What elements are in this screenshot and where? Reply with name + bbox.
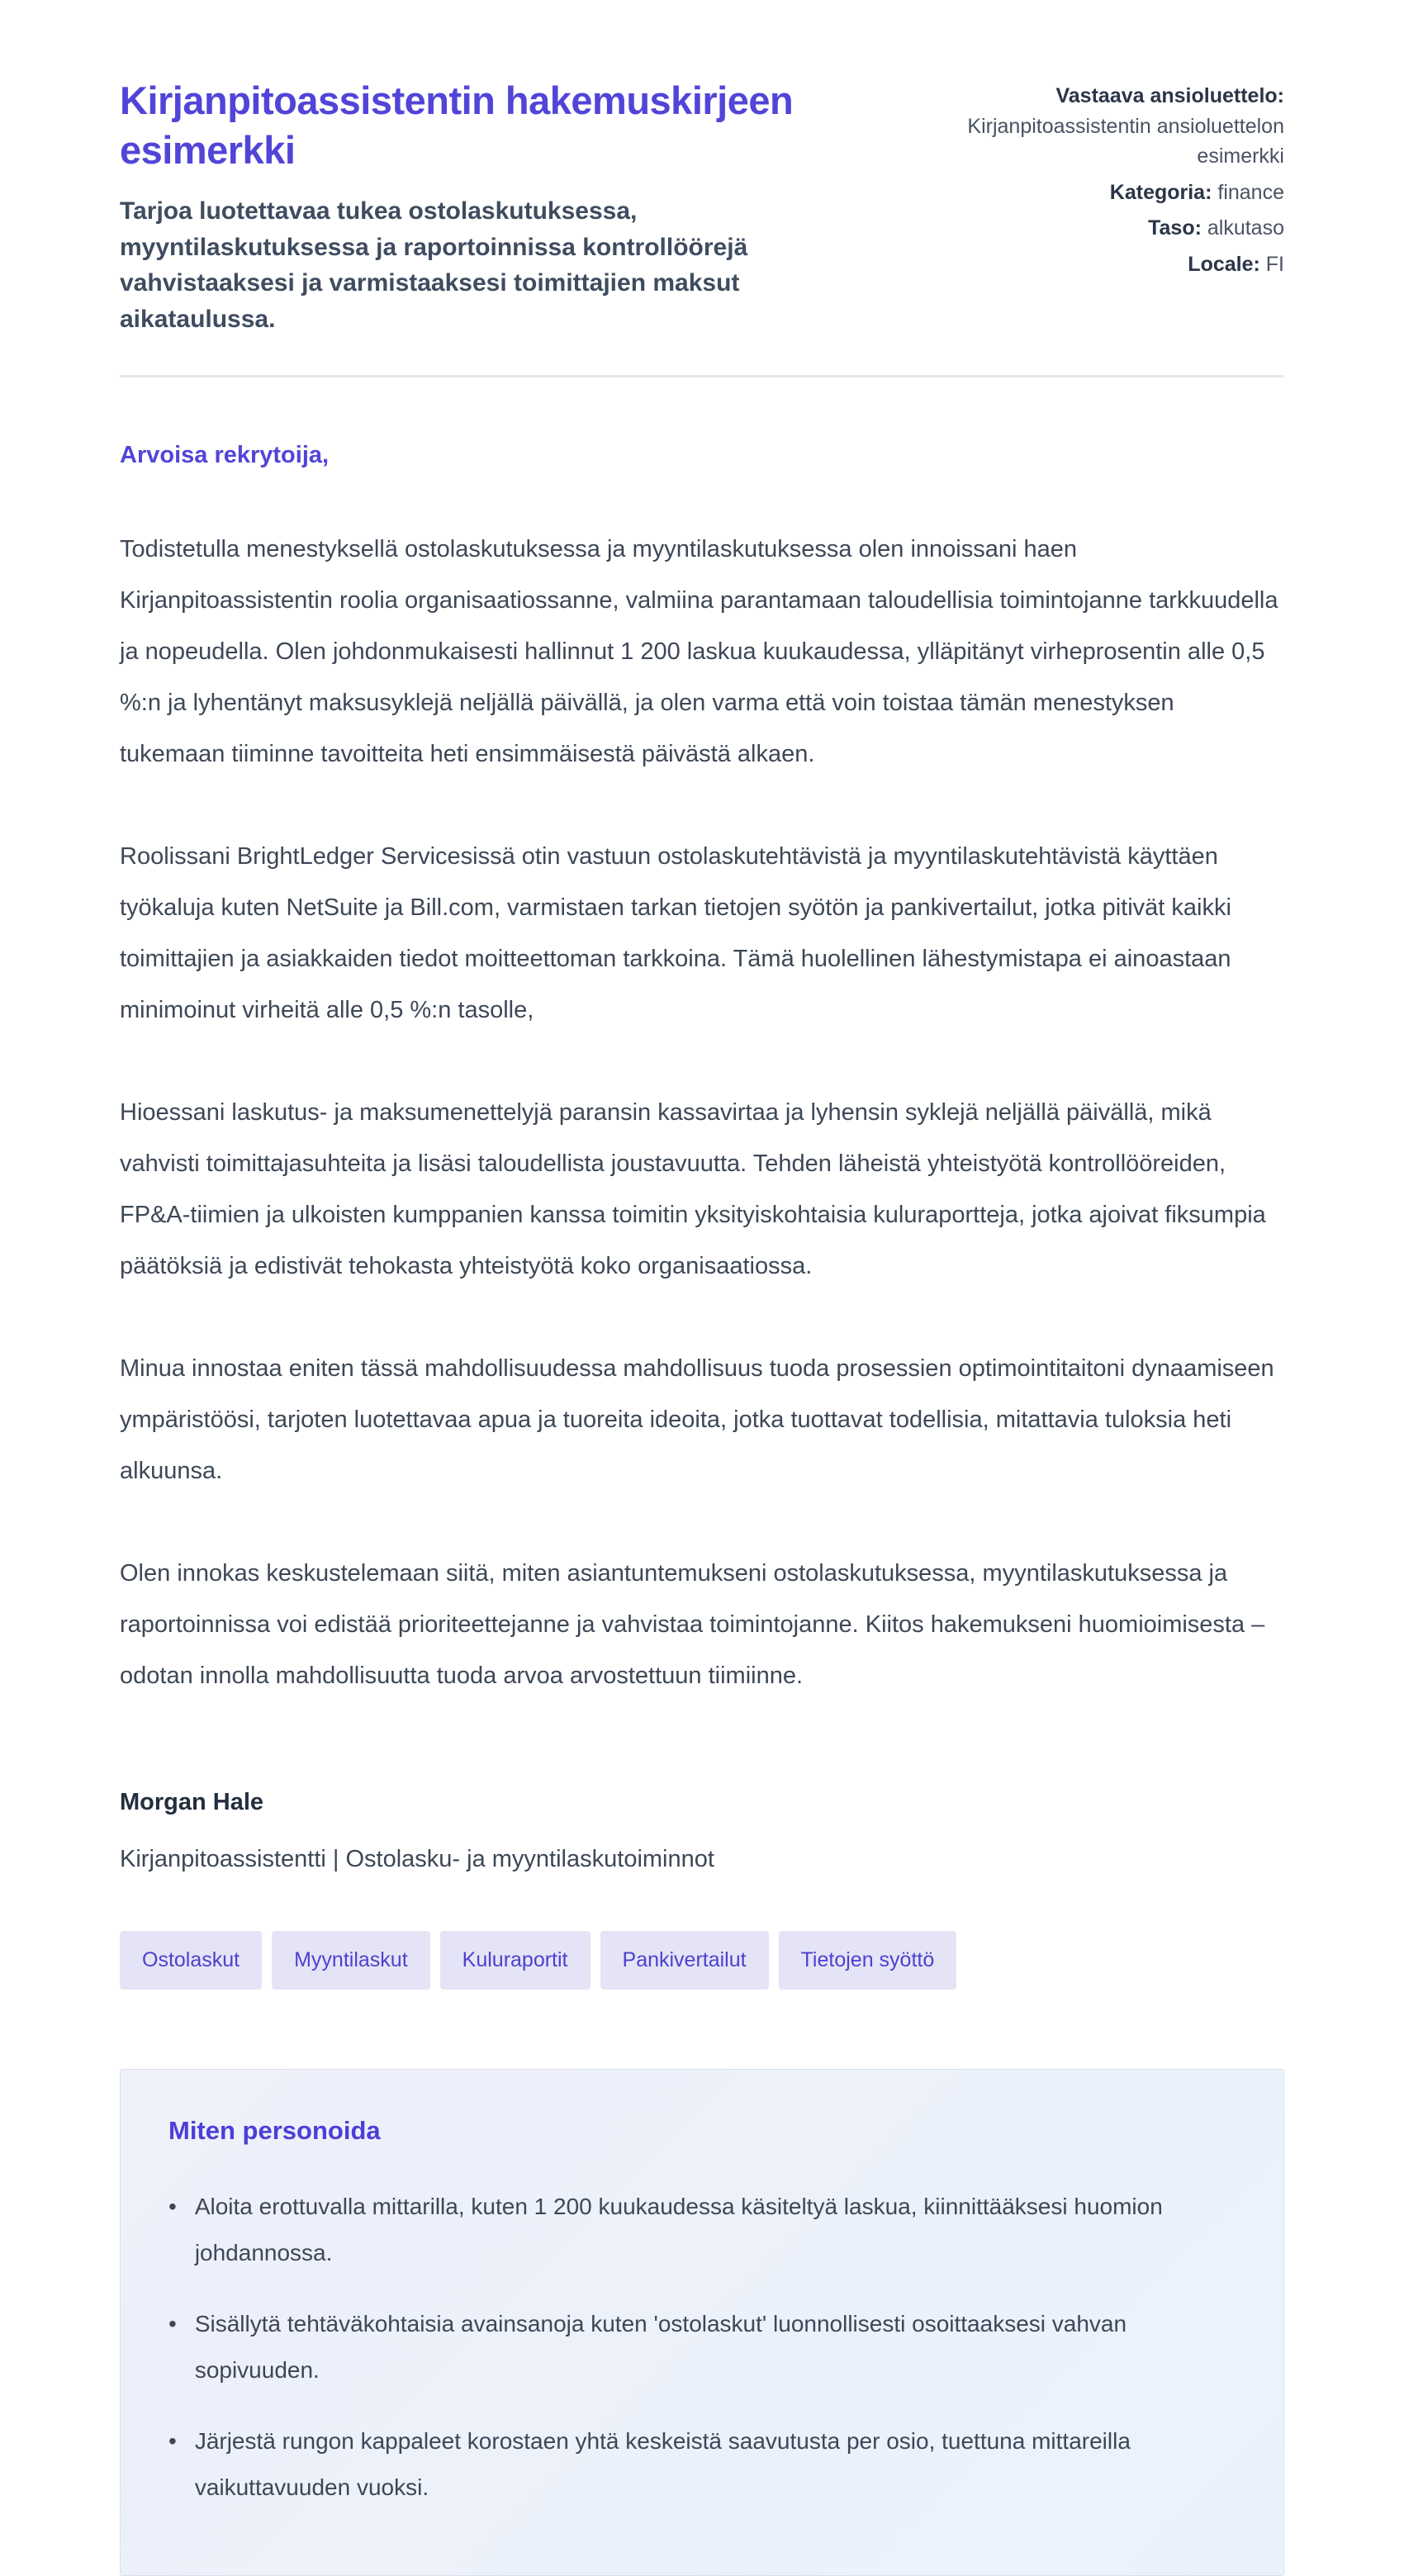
letter-greeting: Arvoisa rekrytoija, <box>120 442 330 469</box>
tag-chip-pankivertailut[interactable]: Pankivertailut <box>600 1931 769 1990</box>
callout-bullet-text: Aloita erottuvalla mittarilla, kuten 1 200 kuukaudessa käsiteltyä laskua, kiinnittääksesi huomion johdannossa. <box>194 2194 1163 2266</box>
callout-bullet <box>168 2418 1226 2511</box>
signature-role: Kirjanpitoassistentti | Ostolasku- ja myyntilaskutoiminnot <box>120 1846 714 1873</box>
callout-bullet-text: Järjestä rungon kappaleet korostaen yhtä keskeistä saavutusta per osio, tuettuna mittareilla vaikuttavuuden vuoksi. <box>194 2428 1131 2501</box>
meta-level-label: Taso: <box>1148 216 1202 240</box>
meta-locale-label: Locale: <box>1188 252 1260 276</box>
meta-resume <box>929 81 1284 172</box>
cover-letter-body <box>120 442 1284 2576</box>
tag-chip-ostolaskut[interactable]: Ostolaskut <box>120 1931 262 1990</box>
bullet-dot-icon: • <box>168 2311 177 2337</box>
meta-level-value: alkutaso <box>1207 216 1284 240</box>
meta-level <box>929 213 1284 244</box>
callout-bullet <box>168 2184 1226 2276</box>
page-title: Kirjanpitoassistentin hakemuskirjeen esimerkki <box>120 78 794 173</box>
personalization-callout <box>120 2069 1284 2576</box>
meta-category-value: finance <box>1217 180 1284 204</box>
callout-bullet-text: Sisällytä tehtäväkohtaisia avainsanoja kuten 'ostolaskut' luonnollisesti osoittaaksesi vahvan sopivuuden. <box>194 2311 1127 2384</box>
meta-category <box>929 178 1284 208</box>
bullet-dot-icon: • <box>168 2194 177 2220</box>
letter-paragraph: Hioessani laskutus- ja maksumenettelyjä paransin kassavirtaa ja lyhensin syklejä neljällä päivällä, mikä vahvisti toimittajasuhteita ja lisäsi taloudellista joustavuutta. Tehden läheistä yhteistyötä kontrollööreiden, FP&A-tiimien ja ulkoisten kumppanien kanssa toimitin yksityiskohtaisia kuluraportteja, jotka ajoivat fiksumpia päätöksiä ja edistivät tehokasta yhteistyötä koko organisaatiossa. <box>120 1099 1266 1280</box>
letter-paragraph: Roolissani BrightLedger Servicesissä otin vastuun ostolaskutehtävistä ja myyntilaskutehtävistä käyttäen työkaluja kuten NetSuite ja Bill.com, varmistaen tarkan tietojen syötön ja pankivertailut, jotka pitivät kaikki toimittajien ja asiakkaiden tiedot moitteettoman tarkkoina. Tämä huolellinen lähestymistapa ei ainoastaan minimoinut virheitä alle 0,5 %:n tasolle, <box>120 843 1231 1024</box>
callout-bullet-list <box>168 2184 1236 2511</box>
callout-title: Miten personoida <box>168 2116 381 2146</box>
callout-bullet <box>168 2301 1226 2393</box>
letter-paragraph: Minua innostaa eniten tässä mahdollisuudessa mahdollisuus tuoda prosessien optimointitaitoni dynaamiseen ympäristöösi, tarjoten luotettavaa apua ja tuoreita ideoita, jotka tuottavat todellisia, mitattavia tuloksia heti alkuunsa. <box>120 1355 1274 1485</box>
meta-resume-value: Kirjanpitoassistentin ansioluettelon esimerkki <box>967 114 1284 168</box>
meta-resume-label: Vastaava ansioluettelo: <box>1055 84 1284 107</box>
meta-block <box>929 76 1284 285</box>
bullet-dot-icon: • <box>168 2428 177 2455</box>
page-header <box>120 76 1284 337</box>
header-divider <box>120 375 1284 377</box>
letter-paragraph: Olen innokas keskustelemaan siitä, miten asiantuntemukseni ostolaskutuksessa, myyntilaskutuksessa ja raportoinnissa voi edistää prioriteettejanne ja vahvistaa toimintojanne. Kiitos hakemukseni huomioimisesta – odotan innolla mahdollisuutta tuoda arvoa arvostettuun tiimiinne. <box>120 1560 1265 1690</box>
signature-name: Morgan Hale <box>120 1789 264 1816</box>
page-subtitle: Tarjoa luotettavaa tukea ostolaskutuksessa, myyntilaskutuksessa ja raportoinnissa kontrollöörejä vahvistaaksesi ja varmistaaksesi toimittajien maksut aikataulussa. <box>120 197 748 333</box>
header-title-block <box>120 76 913 337</box>
meta-locale <box>929 249 1284 280</box>
meta-locale-value: FI <box>1265 252 1284 276</box>
meta-category-label: Kategoria: <box>1109 180 1212 204</box>
tag-list <box>120 1931 1284 1990</box>
tag-chip-tietojen-syotto[interactable]: Tietojen syöttö <box>779 1931 957 1990</box>
tag-chip-myyntilaskut[interactable]: Myyntilaskut <box>272 1931 430 1990</box>
tag-chip-kuluraportit[interactable]: Kuluraportit <box>440 1931 591 1990</box>
letter-paragraph: Todistetulla menestyksellä ostolaskutuksessa ja myyntilaskutuksessa olen innoissani haen Kirjanpitoassistentin roolia organisaatiossanne, valmiina parantamaan taloudellisia toimintojanne tarkkuudella ja nopeudella. Olen johdonmukaisesti hallinnut 1 200 laskua kuukaudessa, ylläpitänyt virheprosentin alle 0,5 %:n ja lyhentänyt maksusyklejä neljällä päivällä, ja olen varma että voin toistaa tämän menestyksen tukemaan tiiminne tavoitteita heti ensimmäisestä päivästä alkaen. <box>120 536 1278 768</box>
